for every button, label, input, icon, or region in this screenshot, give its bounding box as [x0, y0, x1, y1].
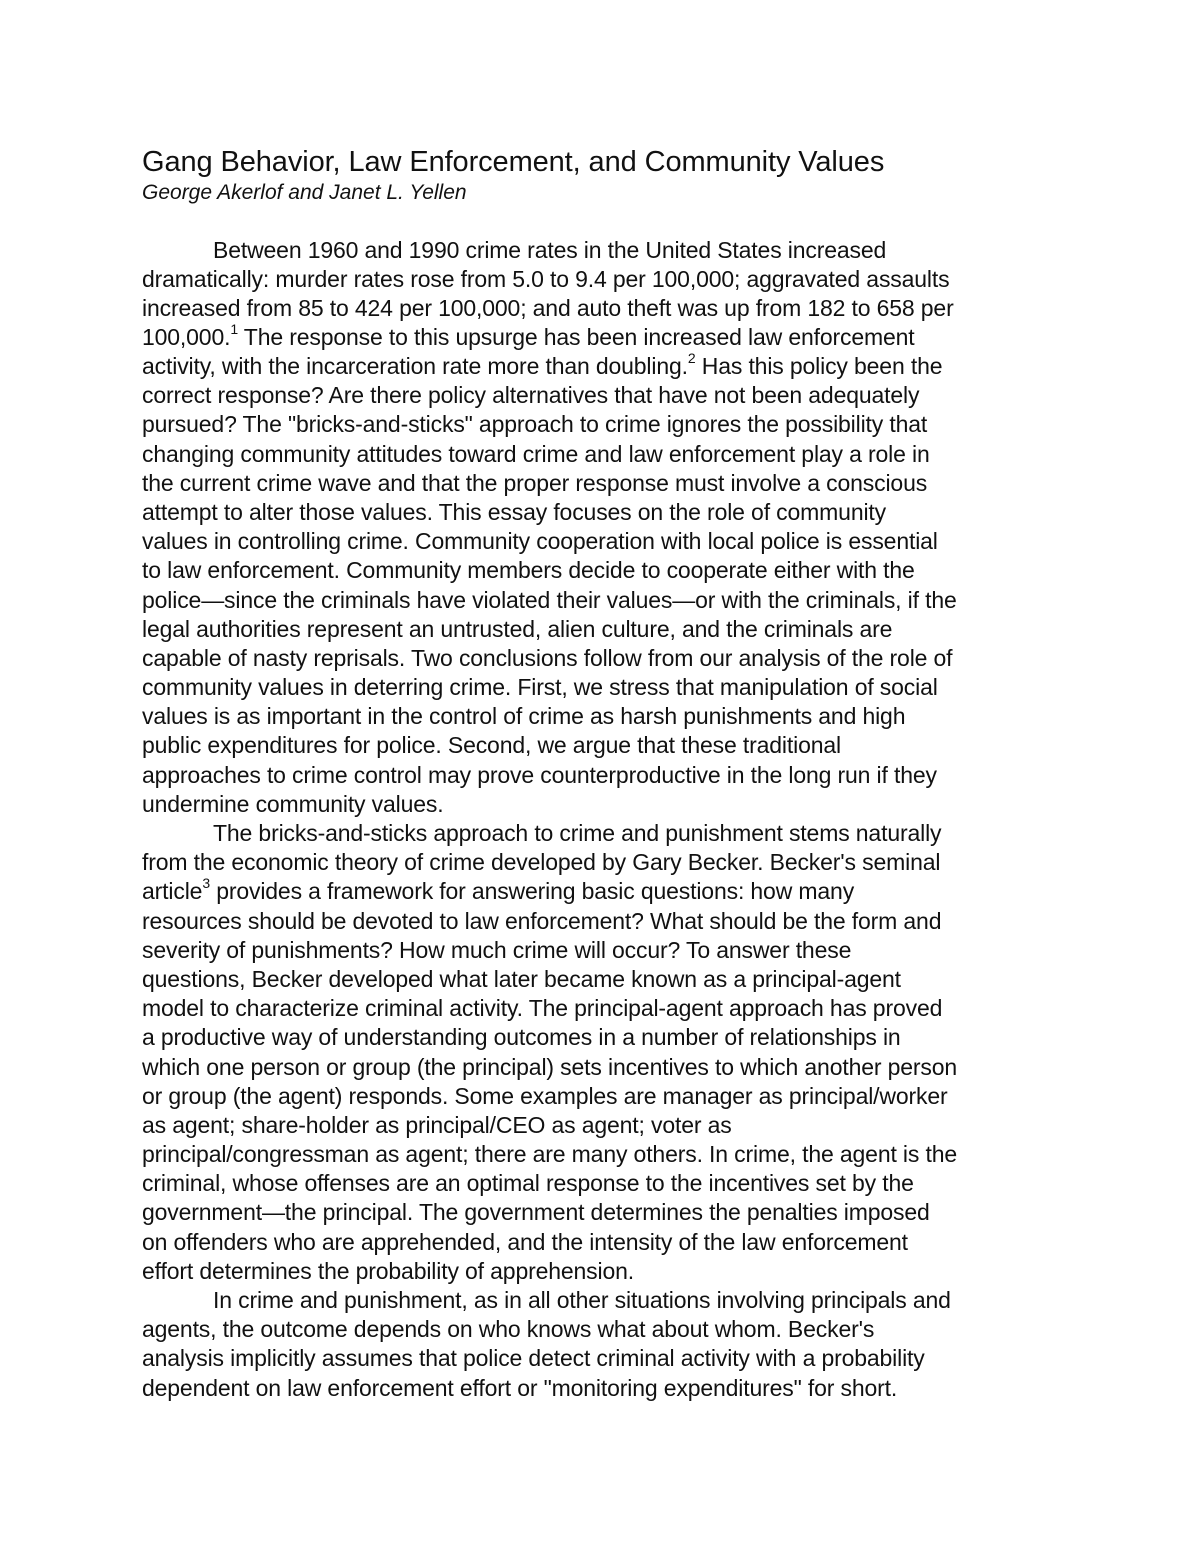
- paragraph-2-line-1: The bricks-and-sticks approach to crime and punishment stems naturally: [213, 820, 942, 846]
- paragraph-1-line-20: undermine community values.: [142, 791, 444, 817]
- paragraph-1-line-19: approaches to crime control may prove counterproductive in the long run if they: [142, 762, 937, 788]
- paragraph-1-line-7: pursued? The "bricks-and-sticks" approach to crime ignores the possibility that: [142, 411, 928, 437]
- paragraph-2-line-11: as agent; share-holder as principal/CEO as agent; voter as: [142, 1112, 732, 1138]
- paragraph-2-line-5: severity of punishments? How much crime will occur? To answer these: [142, 937, 852, 963]
- document-authors: George Akerlof and Janet L. Yellen: [142, 181, 467, 204]
- paragraph-1-line-15: capable of nasty reprisals. Two conclusions follow from our analysis of the role of: [142, 645, 953, 671]
- paragraph-1-line-3: increased from 85 to 424 per 100,000; and auto theft was up from 182 to 658 per: [142, 295, 954, 321]
- paragraph-2-line-13: criminal, whose offenses are an optimal response to the incentives set by the: [142, 1170, 914, 1196]
- paragraph-2-line-10: or group (the agent) responds. Some examples are manager as principal/worker: [142, 1083, 948, 1109]
- paragraph-1-line-1: Between 1960 and 1990 crime rates in the United States increased: [213, 237, 887, 263]
- paragraph-3-line-4: dependent on law enforcement effort or "monitoring expenditures" for short.: [142, 1375, 898, 1401]
- paragraph-2-line-7: model to characterize criminal activity. The principal-agent approach has proved: [142, 995, 943, 1021]
- footnote-marker-3: 3: [202, 875, 210, 892]
- text-run: article: [142, 878, 203, 904]
- paragraph-1-line-14: legal authorities represent an untrusted, alien culture, and the criminals are: [142, 616, 893, 642]
- paragraph-1-line-16: community values in deterring crime. First, we stress that manipulation of social: [142, 674, 938, 700]
- paragraph-1-line-11: values in controlling crime. Community cooperation with local police is essential: [142, 528, 938, 554]
- paragraph-2-line-14: government—the principal. The government determines the penalties imposed: [142, 1199, 930, 1225]
- paragraph-2-line-9: which one person or group (the principal) sets incentives to which another person: [142, 1054, 958, 1080]
- paragraph-2-line-8: a productive way of understanding outcomes in a number of relationships in: [142, 1024, 901, 1050]
- paragraph-2-line-2: from the economic theory of crime developed by Gary Becker. Becker's seminal: [142, 849, 941, 875]
- paragraph-1-line-10: attempt to alter those values. This essay focuses on the role of community: [142, 499, 887, 525]
- paragraph-1-line-17: values is as important in the control of crime as harsh punishments and high: [142, 703, 906, 729]
- paragraph-2-line-12: principal/congressman as agent; there are many others. In crime, the agent is the: [142, 1141, 958, 1167]
- paragraph-2-line-4: resources should be devoted to law enforcement? What should be the form and: [142, 908, 942, 934]
- footnote-marker-1: 1: [230, 321, 238, 338]
- paragraph-1-line-2: dramatically: murder rates rose from 5.0 to 9.4 per 100,000; aggravated assaults: [142, 266, 950, 292]
- paragraph-1-line-18: public expenditures for police. Second, we argue that these traditional: [142, 732, 841, 758]
- document-title: Gang Behavior, Law Enforcement, and Community Values: [142, 146, 885, 178]
- paragraph-2-line-3: [142, 876, 1082, 906]
- paragraph-1-line-13: police—since the criminals have violated their values—or with the criminals, if the: [142, 587, 957, 613]
- paragraph-3-line-2: agents, the outcome depends on who knows what about whom. Becker's: [142, 1316, 875, 1342]
- paragraph-2-line-15: on offenders who are apprehended, and the intensity of the law enforcement: [142, 1229, 908, 1255]
- paragraph-1-line-4: [142, 322, 1082, 352]
- paragraph-1-line-6: correct response? Are there policy alternatives that have not been adequately: [142, 382, 920, 408]
- text-run: Has this policy been the: [695, 353, 943, 379]
- paragraph-1-line-5: [142, 351, 1082, 381]
- text-run: The response to this upsurge has been increased law enforcement: [237, 324, 915, 350]
- text-run: activity, with the incarceration rate more than doubling.: [142, 353, 688, 379]
- paragraph-2-line-16: effort determines the probability of apprehension.: [142, 1258, 634, 1284]
- paragraph-1-line-9: the current crime wave and that the proper response must involve a conscious: [142, 470, 928, 496]
- footnote-marker-2: 2: [687, 350, 696, 367]
- paragraph-3-line-3: analysis implicitly assumes that police detect criminal activity with a probability: [142, 1345, 925, 1371]
- paragraph-1-line-12: to law enforcement. Community members decide to cooperate either with the: [142, 557, 915, 583]
- paragraph-3-line-1: In crime and punishment, as in all other situations involving principals and: [213, 1287, 951, 1313]
- paragraph-1-line-8: changing community attitudes toward crime and law enforcement play a role in: [142, 441, 930, 467]
- text-run: provides a framework for answering basic questions: how many: [209, 878, 855, 904]
- paragraph-2-line-6: questions, Becker developed what later became known as a principal-agent: [142, 966, 901, 992]
- text-run: 100,000.: [142, 324, 231, 350]
